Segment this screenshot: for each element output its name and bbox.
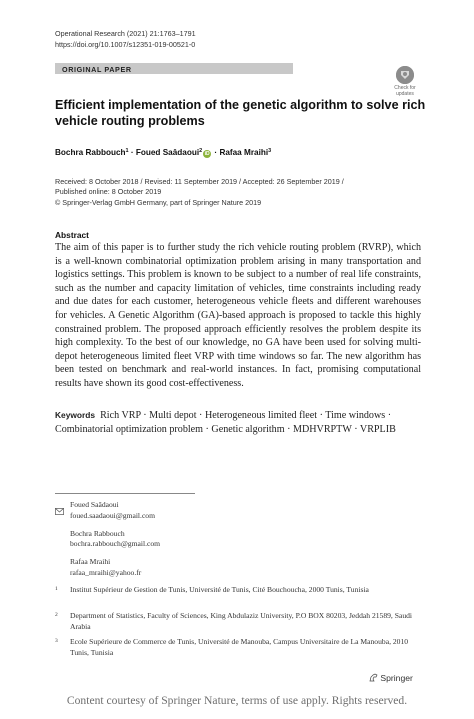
copyright-line: © Springer-Verlag GmbH Germany, part of Springer Nature 2019	[55, 197, 262, 207]
affiliation-number: 2	[55, 612, 58, 618]
contact-entry	[70, 500, 160, 521]
footnote-divider	[55, 493, 195, 494]
copyright-footer: Content courtesy of Springer Nature, terms of use apply. Rights reserved.	[66, 694, 408, 707]
keywords-text: Rich VRP · Multi depot · Heterogeneous limited fleet · Time windows · Combinatorial optimization problem · Genetic algorithm · MDHVRPTW · VRPLIB	[55, 410, 396, 435]
keywords-label: Keywords	[55, 410, 96, 420]
article-type-label: ORIGINAL PAPER	[62, 64, 132, 74]
publisher-logo	[369, 673, 413, 683]
check-for-updates-badge[interactable]	[389, 66, 421, 100]
affiliation-number: 3	[55, 638, 58, 644]
journal-citation: Operational Research (2021) 21:1763–1791	[55, 29, 196, 38]
orcid-icon[interactable]: iD	[204, 151, 210, 157]
affiliation-text: Department of Statistics, Faculty of Sciences, King Abdulaziz University, P.O BOX 80203, Jeddah 21589, Saudi Arabia	[70, 611, 413, 631]
author-separator: ·	[212, 148, 220, 157]
affiliation-text: Institut Supérieur de Gestion de Tunis, Université de Tunis, Cité Bouchoucha, 2000 Tunis, Tunisia	[70, 585, 369, 594]
check-for-updates-label: Check for updates	[394, 85, 416, 97]
springer-horse-icon	[369, 673, 378, 682]
author-name[interactable]: Rafaa Mraihi	[219, 148, 269, 157]
author-separator: ·	[128, 148, 136, 157]
doi-link[interactable]: https://doi.org/10.1007/s12351-019-00521-0	[55, 40, 196, 49]
paper-title: Efficient implementation of the genetic algorithm to solve rich vehicle routing problems	[55, 98, 426, 128]
author-affiliation-mark: 2	[199, 148, 203, 154]
contact-name: Bochra Rabbouch	[70, 528, 125, 538]
contact-name: Rafaa Mraihi	[70, 557, 111, 567]
publication-history	[55, 177, 344, 208]
abstract-heading: Abstract	[55, 230, 89, 240]
author-affiliation-mark: 1	[125, 148, 129, 154]
keywords-section	[55, 409, 425, 436]
contact-email[interactable]: rafaa_mraihi@yahoo.fr	[70, 567, 142, 577]
author-affiliation-mark: 3	[268, 148, 272, 154]
affiliation-number: 1	[55, 586, 58, 592]
contact-email[interactable]: foued.saadaoui@gmail.com	[70, 510, 156, 520]
contact-entry	[70, 557, 160, 578]
contact-name: Foued Saâdaoui	[70, 500, 119, 509]
contact-entry	[70, 529, 160, 550]
contact-email[interactable]: bochra.rabbouch@gmail.com	[70, 539, 161, 549]
check-for-updates-icon	[396, 66, 414, 84]
history-published-line: Published online: 8 October 2019	[55, 187, 162, 197]
author-name[interactable]: Bochra Rabbouch	[55, 148, 126, 157]
author-name[interactable]: Foued Saâdaoui	[135, 148, 200, 157]
abstract-text: The aim of this paper is to further study the rich vehicle routing problem (RVRP), which is a well-known combinatorial optimization problem arising in many transportation and logistics settings. This problem is known to be subject to a number of real life constraints, such as the number and capacity limitation of vehicles, time constraints including ready and due dates for each customer, heterogeneous vehicle fleets and different warehouses for vehicles. A Genetic Algorithm (GA)-based approach is proposed to tackle this highly constrained problem. The proposed approach efficiently resolves the problem despite its high complexity. To the best of our knowledge, no GA have been used for solving multi-depot heterogeneous limited fleet VRP with time windows so far. The new algorithm has been tested on benchmark and real-world instances. In fact, promising computational results have shown its good cost-effectiveness.	[55, 242, 421, 389]
publisher-name: Springer	[380, 673, 413, 683]
author-list	[55, 148, 271, 158]
history-received-line: Received: 8 October 2018 / Revised: 11 September 2019 / Accepted: 26 September 2019 /	[55, 177, 344, 186]
affiliation-text: Ecole Supérieure de Commerce de Tunis, Université de Manouba, Campus Universitaire de La Manouba, 2010 Tunis, Tunisia	[70, 637, 409, 657]
contact-list	[70, 500, 160, 586]
envelope-icon	[55, 502, 64, 509]
